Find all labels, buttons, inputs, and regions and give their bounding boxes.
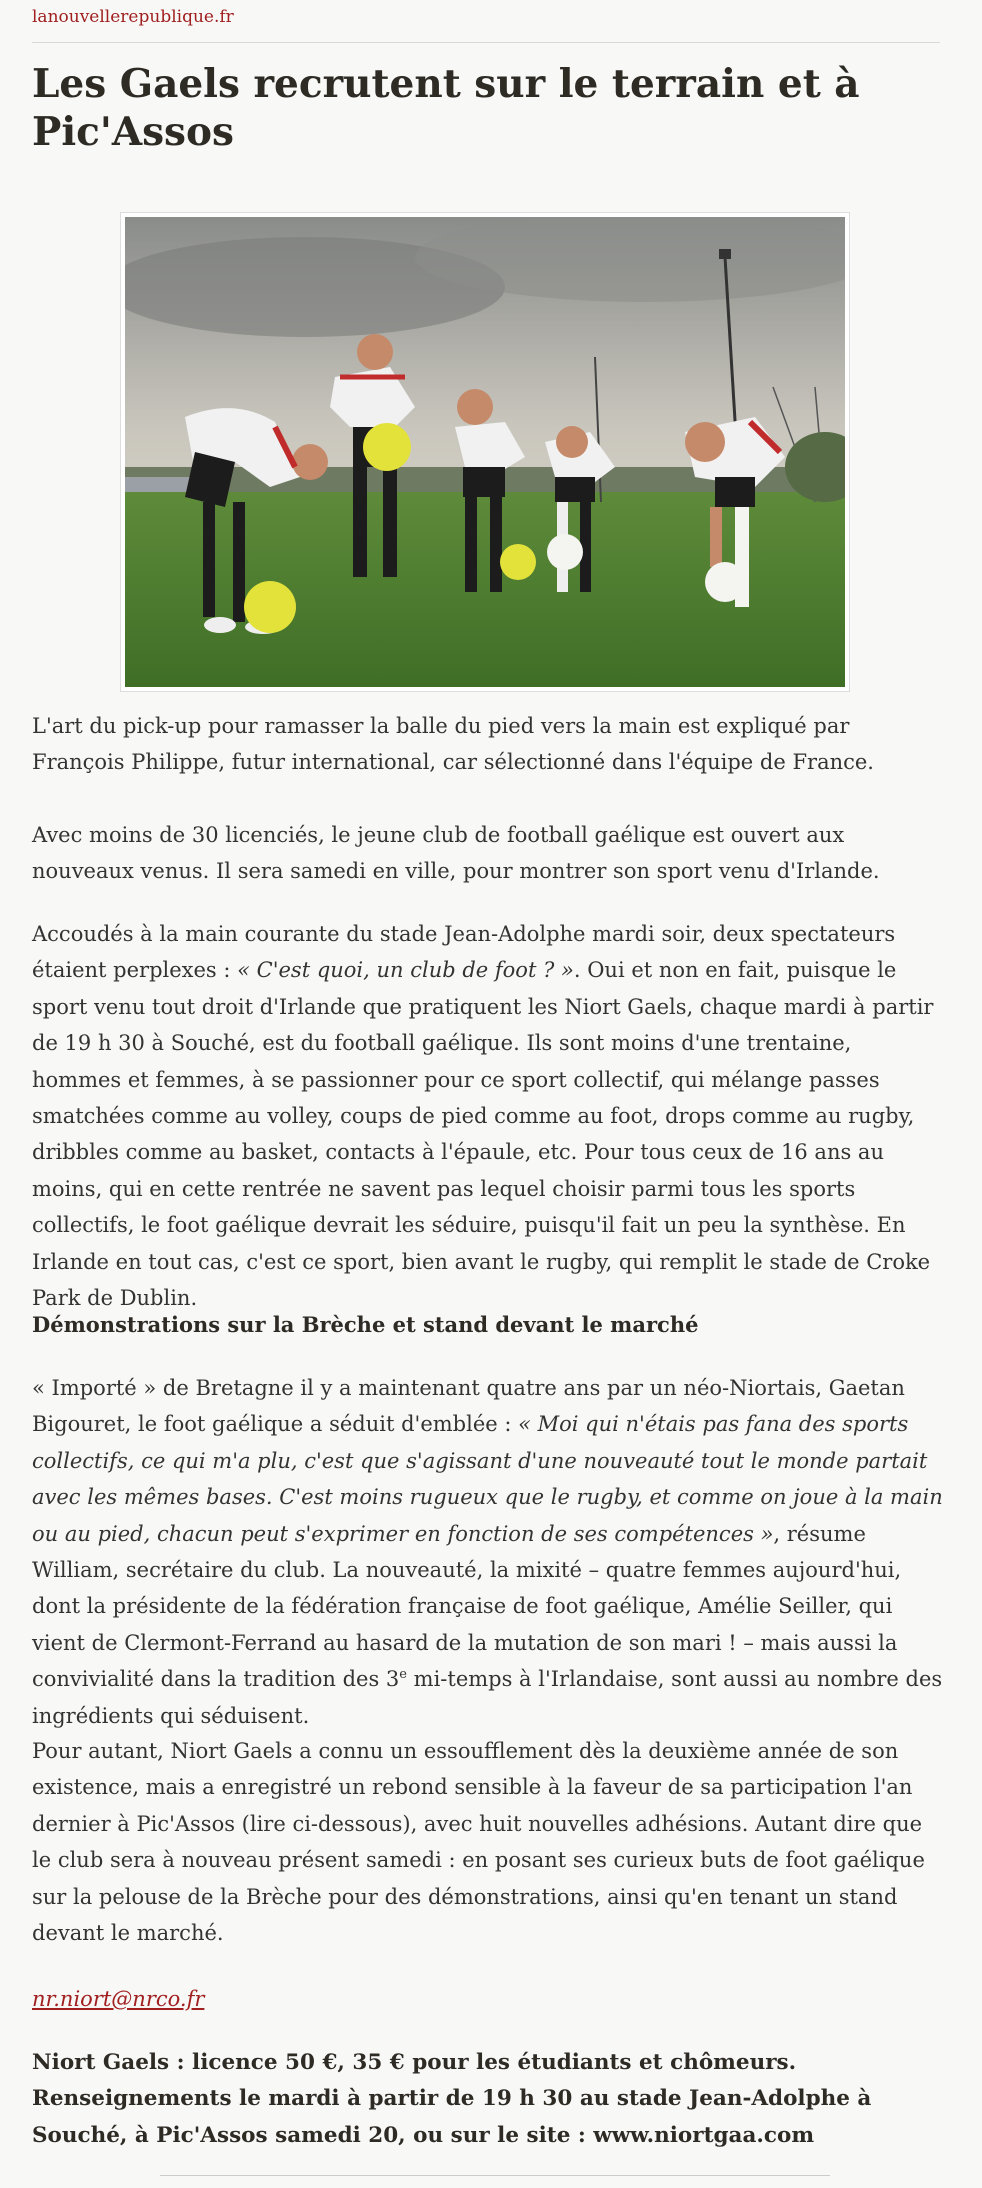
paragraph-body-3: Pour autant, Niort Gaels a connu un essoufflement dès la deuxième année de son existence, mais a enregistré un rebond sensible à la faveur de sa participation l'an dernier à Pic'Assos (lire ci-dessous), avec huit nouvelles adhésions. Autant dire que le club sera à nouveau présent samedi : en posant ses curieux buts de foot gaélique sur la pelouse de la Brèche pour des démonstrations, ainsi qu'en tenant un stand devant le marché. [32, 1739, 925, 1946]
p3-text-a: Accoudés à la main courante du stade Jean-Adolphe mardi soir, deux spectateurs étaient perplexes : [32, 922, 896, 983]
p4-text-a: « Importé » de Bretagne il y a maintenant quatre ans par un néo-Niortais, Gaetan Bigouret, le foot gaélique a séduit d'emblée : [32, 1376, 905, 1437]
p4-quote: « Moi qui n'étais pas fana des sports collectifs, ce qui m'a plu, c'est que s'agissant d'une nouveauté tout le monde partait avec les mêmes bases. C'est moins rugueux que le rugby, et comme on joue à la main ou au pied, chacun peut s'exprimer en fonction de ses compétences » [32, 1412, 943, 1546]
paragraph-caption: L'art du pick-up pour ramasser la balle du pied vers la main est expliqué par François Philippe, futur international, car sélectionné dans l'équipe de France. [32, 714, 874, 775]
p4-text-b: , résume William, secrétaire du club. La nouveauté, la mixité – quatre femmes aujourd'hui, dont la présidente de la fédération française de foot gaélique, Amélie Seiller, qui vient de Clermont-Ferrand au hasard de la mutation de son mari ! – mais aussi la convivialité dans la tradition des 3 [32, 1521, 902, 1692]
p3-quote: « C'est quoi, un club de foot ? » [237, 958, 574, 983]
p4-text-c: mi-temps à l'Irlandaise, sont aussi au nombre des ingrédients qui séduisent. [32, 1667, 943, 1728]
p4-superscript: e [399, 1667, 407, 1683]
paragraph-body-2 [32, 1370, 944, 1734]
top-divider [32, 42, 940, 43]
article-title: Les Gaels recrutent sur le terrain et à Pic'Assos [32, 61, 860, 155]
bottom-divider [160, 2175, 830, 2176]
site-link[interactable]: lanouvellerepublique.fr [32, 7, 234, 27]
photo-football-players [125, 217, 845, 687]
info-box: Niort Gaels : licence 50 €, 35 € pour les étudiants et chômeurs. Renseignements le mardi à partir de 19 h 30 au stade Jean-Adolphe à Souché, à Pic'Assos samedi 20, ou sur le site : www.niortgaa.com [32, 2050, 872, 2148]
p3-text-b: . Oui et non en fait, puisque le sport venu tout droit d'Irlande que pratiquent les Niort Gaels, chaque mardi à partir de 19 h 30 à Souché, est du football gaélique. Ils sont moins d'une trentaine, hommes et femmes, à se passionner pour ce sport collectif, qui mélange passes smatchées comme au volley, coups de pied comme au foot, drops comme au rugby, dribbles comme au basket, contacts à l'épaule, etc. Pour tous ceux de 16 ans au moins, qui en cette rentrée ne savent pas lequel choisir parmi tous les sports collectifs, le foot gaélique devrait les séduire, puisqu'il fait un peu la synthèse. En Irlande en tout cas, c'est ce sport, bien avant le rugby, qui remplit le stade de Croke Park de Dublin. [32, 958, 934, 1311]
subheading: Démonstrations sur la Brèche et stand devant le marché [32, 1312, 699, 1337]
paragraph-body-1 [32, 916, 944, 1316]
email-link[interactable]: nr.niort@nrco.fr [32, 1987, 205, 2011]
paragraph-intro: Avec moins de 30 licenciés, le jeune club de football gaélique est ouvert aux nouveaux venus. Il sera samedi en ville, pour montrer son sport venu d'Irlande. [32, 823, 880, 884]
article-photo [120, 212, 850, 692]
email-line [32, 1981, 944, 2017]
